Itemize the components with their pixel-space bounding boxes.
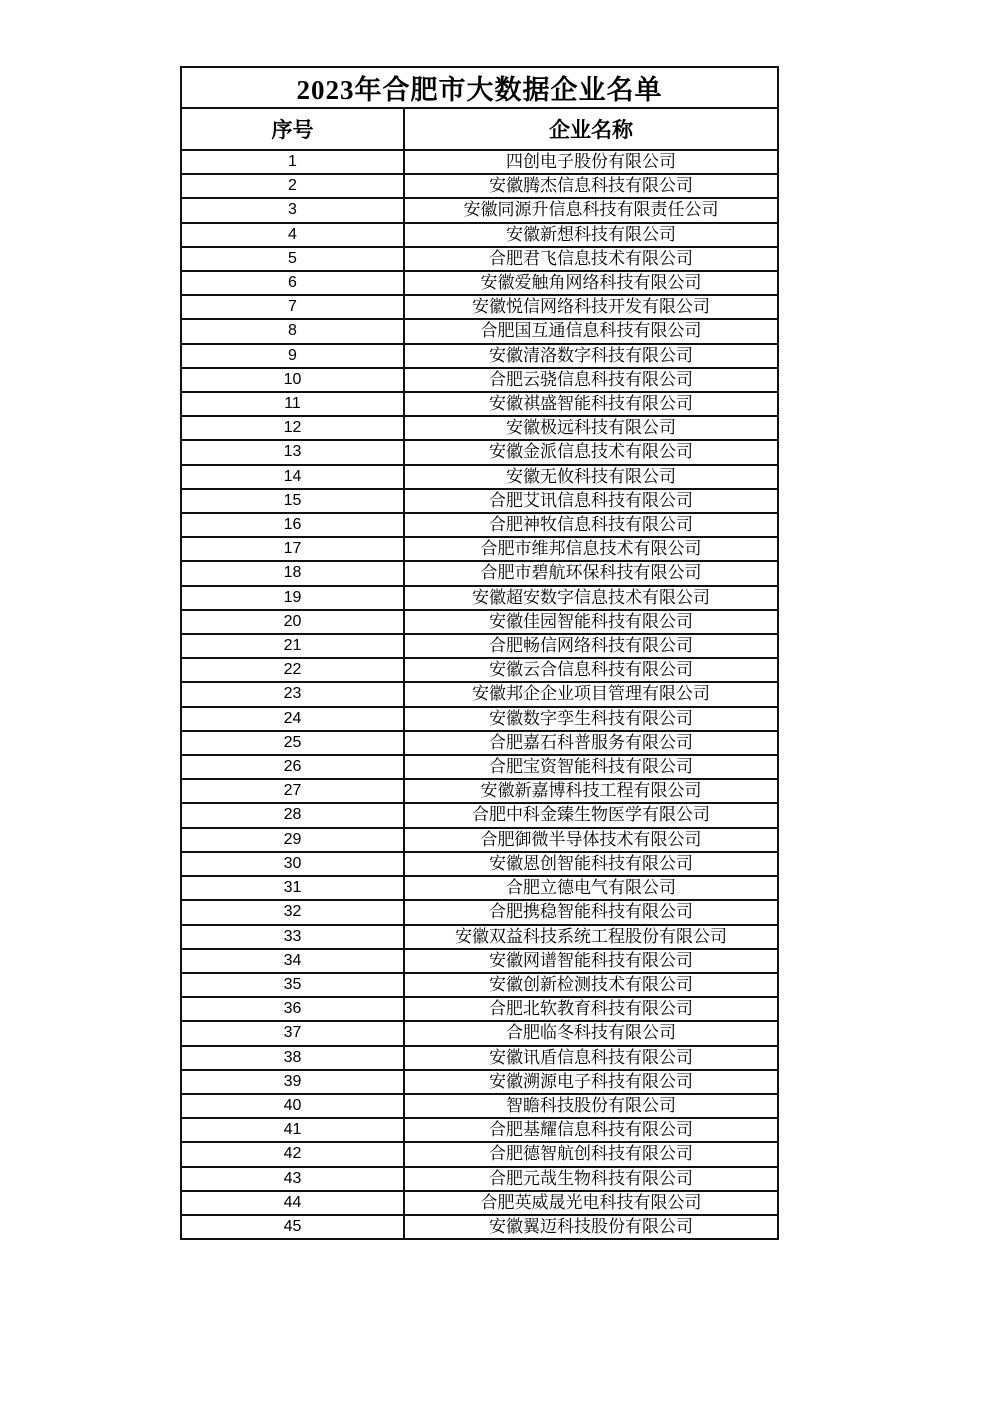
company-name: 四创电子股份有限公司 — [404, 150, 778, 174]
row-serial-number: 35 — [181, 973, 404, 997]
row-serial-number: 14 — [181, 465, 404, 489]
company-name: 安徽金派信息技术有限公司 — [404, 440, 778, 464]
company-name: 合肥英威晟光电科技有限公司 — [404, 1191, 778, 1215]
company-name: 安徽创新检测技术有限公司 — [404, 973, 778, 997]
row-serial-number: 25 — [181, 731, 404, 755]
table-row — [181, 344, 778, 368]
company-name: 安徽极远科技有限公司 — [404, 416, 778, 440]
table-row — [181, 610, 778, 634]
company-name: 合肥立德电气有限公司 — [404, 876, 778, 900]
table-row — [181, 1021, 778, 1045]
company-name: 合肥宝资智能科技有限公司 — [404, 755, 778, 779]
company-name: 合肥神牧信息科技有限公司 — [404, 513, 778, 537]
row-serial-number: 21 — [181, 634, 404, 658]
company-name: 安徽邦企企业项目管理有限公司 — [404, 682, 778, 706]
table-row — [181, 537, 778, 561]
company-name: 安徽同源升信息科技有限责任公司 — [404, 198, 778, 222]
company-name: 安徽新想科技有限公司 — [404, 223, 778, 247]
row-serial-number: 41 — [181, 1118, 404, 1142]
row-serial-number: 30 — [181, 852, 404, 876]
table-title: 2023年合肥市大数据企业名单 — [181, 67, 778, 108]
table-row — [181, 586, 778, 610]
table-row — [181, 1191, 778, 1215]
table-row — [181, 828, 778, 852]
table-row — [181, 150, 778, 174]
table-body — [181, 150, 778, 1239]
row-serial-number: 11 — [181, 392, 404, 416]
table-row — [181, 949, 778, 973]
company-name: 合肥北软教育科技有限公司 — [404, 997, 778, 1021]
company-name: 合肥元哉生物科技有限公司 — [404, 1167, 778, 1191]
row-serial-number: 42 — [181, 1142, 404, 1166]
company-name: 安徽祺盛智能科技有限公司 — [404, 392, 778, 416]
row-serial-number: 40 — [181, 1094, 404, 1118]
row-serial-number: 33 — [181, 925, 404, 949]
table-row — [181, 198, 778, 222]
row-serial-number: 34 — [181, 949, 404, 973]
row-serial-number: 17 — [181, 537, 404, 561]
company-name: 合肥基耀信息科技有限公司 — [404, 1118, 778, 1142]
company-name: 合肥市碧航环保科技有限公司 — [404, 561, 778, 585]
row-serial-number: 20 — [181, 610, 404, 634]
row-serial-number: 16 — [181, 513, 404, 537]
row-serial-number: 18 — [181, 561, 404, 585]
row-serial-number: 28 — [181, 803, 404, 827]
company-name: 安徽腾杰信息科技有限公司 — [404, 174, 778, 198]
row-serial-number: 31 — [181, 876, 404, 900]
company-name: 合肥携稳智能科技有限公司 — [404, 900, 778, 924]
company-name: 合肥德智航创科技有限公司 — [404, 1142, 778, 1166]
company-name: 安徽数字孪生科技有限公司 — [404, 707, 778, 731]
table-row — [181, 997, 778, 1021]
company-name: 安徽新嘉博科技工程有限公司 — [404, 779, 778, 803]
table-row — [181, 852, 778, 876]
company-name: 合肥云骁信息科技有限公司 — [404, 368, 778, 392]
table-row — [181, 271, 778, 295]
title-row — [181, 67, 778, 108]
table-row — [181, 561, 778, 585]
row-serial-number: 45 — [181, 1215, 404, 1239]
company-name: 合肥君飞信息技术有限公司 — [404, 247, 778, 271]
row-serial-number: 15 — [181, 489, 404, 513]
table-row — [181, 1118, 778, 1142]
table-row — [181, 634, 778, 658]
company-name: 安徽溯源电子科技有限公司 — [404, 1070, 778, 1094]
row-serial-number: 32 — [181, 900, 404, 924]
row-serial-number: 8 — [181, 319, 404, 343]
table-row — [181, 392, 778, 416]
table-row — [181, 707, 778, 731]
company-list-table — [180, 66, 779, 1240]
row-serial-number: 13 — [181, 440, 404, 464]
table-row — [181, 1167, 778, 1191]
row-serial-number: 5 — [181, 247, 404, 271]
row-serial-number: 37 — [181, 1021, 404, 1045]
row-serial-number: 1 — [181, 150, 404, 174]
row-serial-number: 26 — [181, 755, 404, 779]
table-row — [181, 513, 778, 537]
table-row — [181, 731, 778, 755]
table-row — [181, 973, 778, 997]
company-name: 安徽爱触角网络科技有限公司 — [404, 271, 778, 295]
company-name: 安徽佳园智能科技有限公司 — [404, 610, 778, 634]
column-header-company-name: 企业名称 — [404, 108, 778, 150]
row-serial-number: 7 — [181, 295, 404, 319]
row-serial-number: 29 — [181, 828, 404, 852]
table-row — [181, 1094, 778, 1118]
company-name: 合肥畅信网络科技有限公司 — [404, 634, 778, 658]
row-serial-number: 12 — [181, 416, 404, 440]
table-row — [181, 1142, 778, 1166]
table-row — [181, 803, 778, 827]
company-name: 智瞻科技股份有限公司 — [404, 1094, 778, 1118]
row-serial-number: 39 — [181, 1070, 404, 1094]
table-row — [181, 223, 778, 247]
company-name: 合肥国互通信息科技有限公司 — [404, 319, 778, 343]
row-serial-number: 2 — [181, 174, 404, 198]
table-row — [181, 658, 778, 682]
table-row — [181, 876, 778, 900]
table-row — [181, 465, 778, 489]
row-serial-number: 44 — [181, 1191, 404, 1215]
table-row — [181, 1070, 778, 1094]
company-name: 安徽清洛数字科技有限公司 — [404, 344, 778, 368]
row-serial-number: 6 — [181, 271, 404, 295]
company-name: 安徽讯盾信息科技有限公司 — [404, 1046, 778, 1070]
company-name: 安徽恩创智能科技有限公司 — [404, 852, 778, 876]
table-row — [181, 368, 778, 392]
table-row — [181, 174, 778, 198]
row-serial-number: 3 — [181, 198, 404, 222]
company-name: 安徽网谱智能科技有限公司 — [404, 949, 778, 973]
table-row — [181, 900, 778, 924]
table-row — [181, 489, 778, 513]
row-serial-number: 38 — [181, 1046, 404, 1070]
table-row — [181, 779, 778, 803]
row-serial-number: 19 — [181, 586, 404, 610]
table-row — [181, 1215, 778, 1239]
table-row — [181, 1046, 778, 1070]
table-row — [181, 416, 778, 440]
table-row — [181, 755, 778, 779]
table-row — [181, 319, 778, 343]
company-name: 安徽无攸科技有限公司 — [404, 465, 778, 489]
company-name: 合肥临冬科技有限公司 — [404, 1021, 778, 1045]
row-serial-number: 22 — [181, 658, 404, 682]
column-header-serial-no: 序号 — [181, 108, 404, 150]
header-row — [181, 108, 778, 150]
row-serial-number: 4 — [181, 223, 404, 247]
table-row — [181, 682, 778, 706]
row-serial-number: 9 — [181, 344, 404, 368]
company-name: 合肥嘉石科普服务有限公司 — [404, 731, 778, 755]
row-serial-number: 43 — [181, 1167, 404, 1191]
row-serial-number: 10 — [181, 368, 404, 392]
company-name: 安徽云合信息科技有限公司 — [404, 658, 778, 682]
row-serial-number: 27 — [181, 779, 404, 803]
company-name: 合肥御微半导体技术有限公司 — [404, 828, 778, 852]
company-name: 合肥艾讯信息科技有限公司 — [404, 489, 778, 513]
table-row — [181, 440, 778, 464]
row-serial-number: 23 — [181, 682, 404, 706]
table-row — [181, 247, 778, 271]
company-name: 安徽翼迈科技股份有限公司 — [404, 1215, 778, 1239]
row-serial-number: 36 — [181, 997, 404, 1021]
table-row — [181, 925, 778, 949]
company-name: 安徽超安数字信息技术有限公司 — [404, 586, 778, 610]
company-name: 合肥市维邦信息技术有限公司 — [404, 537, 778, 561]
company-name: 合肥中科金臻生物医学有限公司 — [404, 803, 778, 827]
table-row — [181, 295, 778, 319]
company-name: 安徽双益科技系统工程股份有限公司 — [404, 925, 778, 949]
row-serial-number: 24 — [181, 707, 404, 731]
company-name: 安徽悦信网络科技开发有限公司 — [404, 295, 778, 319]
